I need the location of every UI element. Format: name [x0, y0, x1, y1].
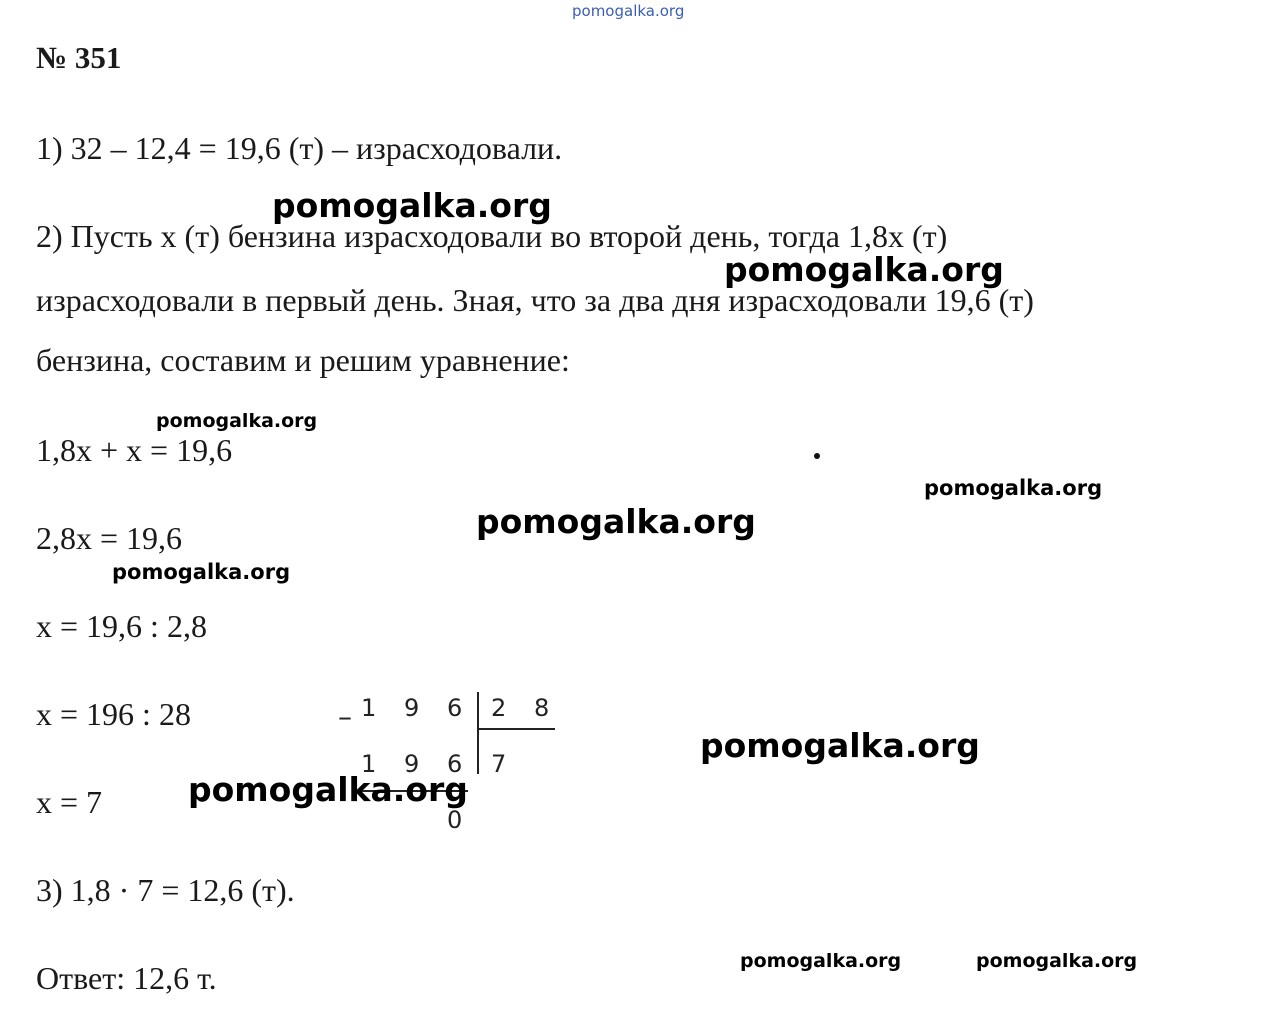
problem-number: № 351 [36, 40, 122, 75]
equation-5: х = 7 [36, 784, 103, 820]
watermark-overlay: pomogalka.org [740, 950, 902, 972]
watermark-overlay: pomogalka.org [476, 502, 756, 541]
subtrahend-digit: 9 [404, 750, 420, 778]
watermark-overlay: pomogalka.org [112, 560, 291, 584]
remainder-digit: 0 [447, 806, 463, 834]
divisor-digit: 8 [534, 694, 550, 722]
solution-step-2-line-3: бензина, составим и решим уравнение: [36, 342, 570, 378]
dividend-digit: 6 [447, 694, 463, 722]
division-vertical-bar [477, 692, 479, 774]
watermark-top: pomogalka.org [572, 2, 685, 20]
equation-2: 2,8х = 19,6 [36, 520, 183, 556]
dividend-digit: 1 [361, 694, 377, 722]
watermark-overlay: pomogalka.org [976, 950, 1138, 972]
subtrahend-digit: 1 [361, 750, 377, 778]
equation-3: х = 19,6 : 2,8 [36, 608, 207, 644]
solution-step-2-line-2: израсходовали в первый день. Зная, что за два дня израсходовали 19,6 (т) [36, 282, 1034, 318]
watermark-overlay: pomogalka.org [272, 186, 552, 225]
stray-dot [814, 453, 820, 459]
watermark-overlay: pomogalka.org [724, 250, 1004, 289]
watermark-overlay: pomogalka.org [700, 726, 980, 765]
watermark-overlay: pomogalka.org [188, 770, 468, 809]
equation-4: х = 196 : 28 [36, 696, 191, 732]
solution-step-3: 3) 1,8 · 7 = 12,6 (т). [36, 872, 295, 908]
solution-step-1: 1) 32 – 12,4 = 19,6 (т) – израсходовали. [36, 130, 563, 166]
watermark-overlay: pomogalka.org [156, 410, 318, 432]
division-horizontal-bar [477, 728, 555, 730]
subtrahend-digit: 6 [447, 750, 463, 778]
quotient-digit: 7 [491, 750, 507, 778]
dividend-digit: 9 [404, 694, 420, 722]
division-minus-sign: – [338, 700, 352, 733]
equation-1: 1,8х + х = 19,6 [36, 432, 233, 468]
answer: Ответ: 12,6 т. [36, 960, 217, 996]
watermark-overlay: pomogalka.org [924, 476, 1103, 500]
divisor-digit: 2 [491, 694, 507, 722]
solution-step-2-line-1: 2) Пусть х (т) бензина израсходовали во второй день, тогда 1,8х (т) [36, 218, 948, 254]
